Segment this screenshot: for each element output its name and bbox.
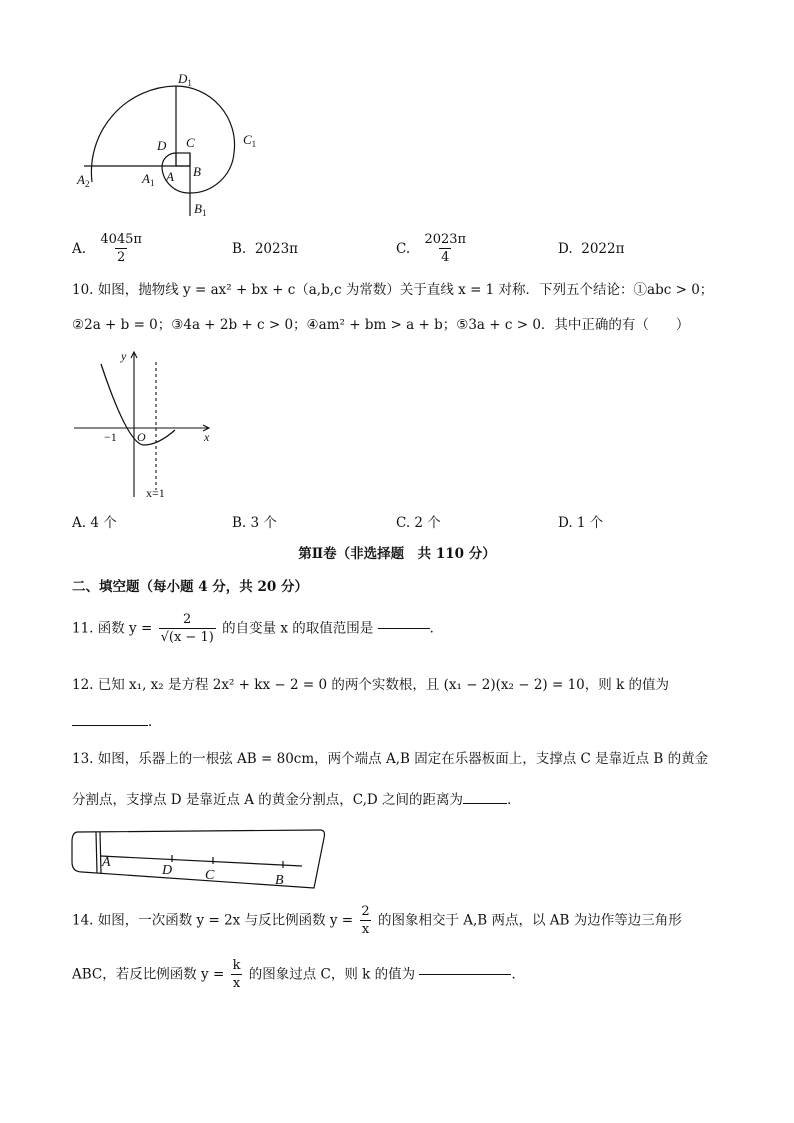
label-a1: $A_1$ xyxy=(142,171,155,188)
q14-line2: ABC，若反比例函数 y = $\frac{k}{x}$ 的图象过点 C，则 k 的值为 ． xyxy=(72,958,525,991)
y-label: y xyxy=(121,349,127,363)
bridge-line-1 xyxy=(96,832,97,873)
q10-option-a: A. 4 个 xyxy=(72,515,117,531)
section-title: 第Ⅱ卷（非选择题 共 110 分） xyxy=(298,546,496,562)
instrument-label-a: A xyxy=(102,855,111,870)
label-a: A xyxy=(166,169,174,184)
q10-option-d: D. 1 个 xyxy=(558,515,604,531)
q9-option-b: B. 2023π xyxy=(232,241,299,257)
label-a2: $A_2$ xyxy=(77,172,90,189)
q10-line2: ②2a + b = 0；③4a + 2b + c > 0；④am² + bm > a + b；⑤3a + c > 0．其中正确的有（ ） xyxy=(72,317,690,333)
q11: 11. 函数 y = $\frac{2}{√(x - 1)}$ 的自变量 x 的取值范围是 ． xyxy=(72,612,444,645)
q13-line2: 分割点，支撑点 D 是靠近点 A 的黄金分割点，C,D 之间的距离为 ． xyxy=(72,792,521,808)
q13-answer-blank xyxy=(463,803,507,804)
neg-one-label: −1 xyxy=(104,430,117,444)
bridge-line-2 xyxy=(100,832,101,873)
instrument-label-b: B xyxy=(275,873,284,888)
label-d: D xyxy=(157,138,167,153)
small-square xyxy=(176,153,190,166)
arc-a1 xyxy=(162,153,176,166)
section-heading: 二、填空题（每小题 4 分，共 20 分） xyxy=(72,579,308,595)
label-b1: $B_1$ xyxy=(194,201,207,218)
arc-d1 xyxy=(176,86,235,153)
instrument-label-c: C xyxy=(205,868,215,883)
q10-line1: 10. 如图，抛物线 y = ax² + bx + c（a,b,c 为常数）关于直线 x = 1 对称．下列五个结论：①abc > 0； xyxy=(72,282,714,298)
symmetry-label: x=1 xyxy=(146,486,165,500)
q10-option-b: B. 3 个 xyxy=(232,515,277,531)
string-ab xyxy=(101,856,302,866)
label-c: C xyxy=(186,135,195,150)
q12-answer-blank xyxy=(72,725,148,726)
q12-line2: ． xyxy=(72,713,162,731)
q14-answer-blank xyxy=(419,974,511,975)
q9-option-d: D. 2022π xyxy=(558,241,625,257)
spiral-figure xyxy=(70,66,280,226)
instrument-figure xyxy=(70,826,332,894)
label-b: B xyxy=(193,164,201,179)
q9-option-c: C. $\frac{2023\pi}{4}$ xyxy=(396,232,467,265)
origin-label: O xyxy=(137,430,146,444)
q10-option-c: C. 2 个 xyxy=(396,515,441,531)
q12-line1: 12. 已知 x₁, x₂ 是方程 2x² + kx − 2 = 0 的两个实数根，且 (x₁ − 2)(x₂ − 2) = 10，则 k 的值为 xyxy=(72,677,670,693)
q9-option-a: A. $\frac{4045\pi}{2}$ xyxy=(72,232,142,265)
q11-answer-blank xyxy=(378,628,430,629)
x-label: x xyxy=(204,430,210,444)
q14-line1: 14. 如图，一次函数 y = 2x 与反比例函数 y = $\frac{2}{x}$ 的图象相交于 A,B 两点，以 AB 为边作等边三角形 xyxy=(72,904,682,937)
parabola-graph xyxy=(70,346,220,502)
instrument-label-d: D xyxy=(162,863,173,878)
arc-a2 xyxy=(91,86,176,182)
label-c1: $C_1$ xyxy=(243,132,257,149)
q13-line1: 13. 如图，乐器上的一根弦 AB = 80cm，两个端点 A,B 固定在乐器板面上，支撑点 C 是靠近点 B 的黄金 xyxy=(72,751,709,767)
label-d1: $D_1$ xyxy=(178,71,192,88)
